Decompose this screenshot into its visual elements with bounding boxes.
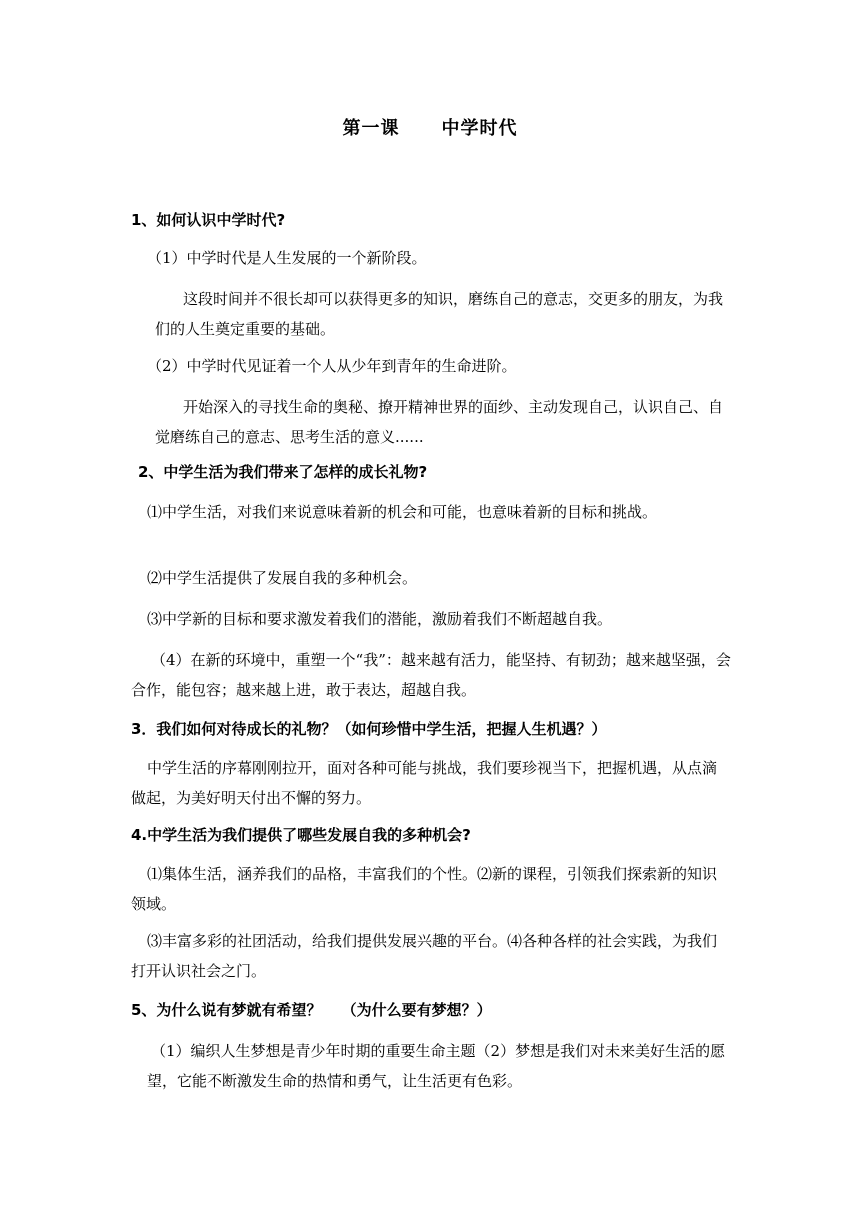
answer-1-item-1: （1）中学时代是人生发展的一个新阶段。 xyxy=(147,249,427,267)
question-2: 2、中学生活为我们带来了怎样的成长礼物? xyxy=(138,463,428,481)
answer-2-item-2: ⑵中学生活提供了发展自我的多种机会。 xyxy=(147,569,418,587)
page-title xyxy=(0,114,860,140)
question-1: 1、如何认识中学时代? xyxy=(131,211,286,229)
answer-1-item-1-detail: 这段时间并不很长却可以获得更多的知识，磨练自己的意志，交更多的朋友，为我们的人生奠定重要的基础。 xyxy=(155,290,724,338)
lesson-name: 中学时代 xyxy=(441,118,518,139)
answer-2-item-1: ⑴中学生活，对我们来说意味着新的机会和可能，也意味着新的目标和挑战。 xyxy=(147,503,658,521)
answer-2-item-4: （4）在新的环境中，重塑一个“我”：越来越有活力，能坚持、有韧劲；越来越坚强，会合作，能包容；越来越上进，敢于表达，超越自我。 xyxy=(131,651,731,699)
answer-5-item-1: （1）编织人生梦想是青少年时期的重要生命主题（2）梦想是我们对未来美好生活的愿望，它能不断激发生命的热情和勇气，让生活更有色彩。 xyxy=(147,1042,726,1090)
answer-3-item-1: 中学生活的序幕刚刚拉开，面对各种可能与挑战，我们要珍视当下，把握机遇，从点滴做起，为美好明天付出不懈的努力。 xyxy=(131,759,718,807)
question-5: 5、为什么说有梦就有希望？ （为什么要有梦想？） xyxy=(131,1001,492,1019)
answer-4-item-1: ⑴集体生活，涵养我们的品格，丰富我们的个性。⑵新的课程，引领我们探索新的知识领域。 xyxy=(131,865,718,913)
question-4: 4.中学生活为我们提供了哪些发展自我的多种机会? xyxy=(131,826,471,844)
lesson-number: 第一课 xyxy=(342,118,400,139)
question-3: 3．我们如何对待成长的礼物？（如何珍惜中学生活，把握人生机遇？） xyxy=(131,720,607,738)
answer-1-item-2: （2）中学时代见证着一个人从少年到青年的生命进阶。 xyxy=(147,357,517,375)
answer-2-item-3: ⑶中学新的目标和要求激发着我们的潜能，激励着我们不断超越自我。 xyxy=(147,610,613,628)
answer-4-item-2: ⑶丰富多彩的社团活动，给我们提供发展兴趣的平台。⑷各种各样的社会实践，为我们打开认识社会之门。 xyxy=(131,932,718,980)
answer-1-item-2-detail: 开始深入的寻找生命的奥秘、撩开精神世界的面纱、主动发现自己，认识自己、自觉磨练自己的意志、思考生活的意义...... xyxy=(155,398,724,446)
